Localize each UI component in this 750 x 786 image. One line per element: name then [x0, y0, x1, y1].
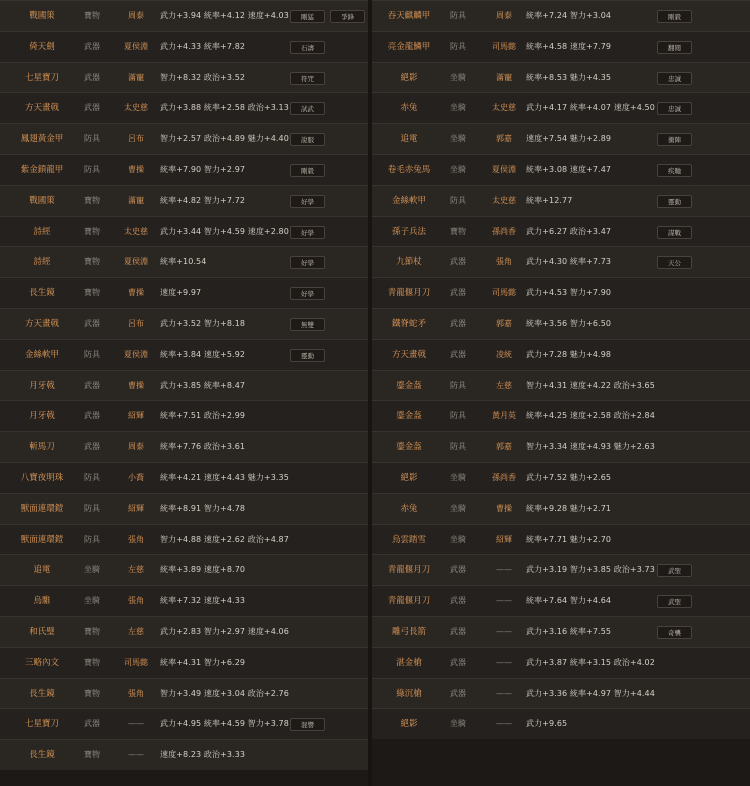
- item-type: 防具: [84, 503, 100, 513]
- item-name: 赤兔: [400, 103, 418, 114]
- equipment-row[interactable]: [0, 216, 368, 247]
- item-type: 寶物: [84, 11, 100, 20]
- item-owner: 太史慈: [124, 103, 148, 113]
- item-type: 坐騎: [450, 534, 466, 544]
- item-type: 武器: [450, 688, 466, 698]
- equipment-row[interactable]: [372, 462, 750, 493]
- item-name: 孫子兵法: [391, 226, 426, 237]
- item-type: 武器: [450, 349, 466, 359]
- equipment-row[interactable]: [372, 431, 750, 462]
- item-stats: 統率+4.82 智力+7.72: [160, 195, 246, 205]
- equipment-row[interactable]: [372, 524, 750, 555]
- item-type: 武器: [84, 442, 100, 452]
- item-stats: 武力+4.53 智力+7.90: [526, 288, 612, 298]
- item-name: 八寶夜明珠: [20, 473, 64, 483]
- skill-tag[interactable]: 無雙: [290, 318, 325, 331]
- item-owner: 郭嘉: [496, 134, 512, 144]
- item-stats: 武力+3.52 智力+8.18: [160, 319, 246, 328]
- item-stats: 智力+4.88 速度+2.62 政治+4.87: [160, 534, 289, 544]
- item-stats: 武力+4.33 統率+7.82: [160, 41, 246, 51]
- item-stats: 速度+7.54 魅力+2.89: [526, 134, 612, 144]
- equipment-row[interactable]: [0, 154, 368, 185]
- item-stats: 統率+4.25 速度+2.58 政治+2.84: [526, 411, 655, 421]
- item-stats: 統率+10.54: [160, 257, 207, 267]
- item-name: 三略內文: [24, 657, 59, 668]
- equipment-row[interactable]: [0, 616, 368, 647]
- item-name: 獸面連環鎧: [20, 503, 64, 514]
- item-owner: 夏侯淵: [124, 257, 148, 267]
- item-name: 鳳翅黃金甲: [20, 134, 64, 145]
- item-name: 鎏金盔: [396, 380, 422, 391]
- equipment-row[interactable]: [372, 154, 750, 185]
- item-type: 武器: [450, 627, 466, 636]
- skill-tag[interactable]: 武聖: [657, 595, 692, 608]
- skill-tag[interactable]: 爭鋒: [330, 10, 365, 23]
- item-type: 坐騎: [84, 596, 100, 606]
- item-name: 雕弓長箭: [391, 627, 426, 637]
- equipment-row[interactable]: [0, 123, 368, 154]
- skill-tag[interactable]: 剛毅: [657, 10, 692, 23]
- item-type: 防具: [84, 165, 100, 174]
- item-name: 卷毛赤兔馬: [387, 165, 431, 175]
- item-owner: 曹操: [128, 165, 144, 174]
- item-name: 烏騅: [33, 596, 51, 607]
- equipment-row[interactable]: [0, 493, 368, 524]
- equipment-row[interactable]: [0, 92, 368, 123]
- item-owner: 張角: [128, 688, 144, 698]
- item-owner: 司馬懿: [124, 657, 148, 667]
- item-name: 赤兔: [400, 503, 418, 514]
- item-owner: 孫尚香: [492, 226, 516, 236]
- equipment-row[interactable]: [372, 400, 750, 431]
- item-stats: 智力+4.31 速度+4.22 政治+3.65: [526, 380, 655, 390]
- item-name: 月牙戟: [29, 411, 55, 422]
- item-stats: 統率+4.58 速度+7.79: [526, 41, 612, 51]
- equipment-row[interactable]: [0, 370, 368, 401]
- equipment-row[interactable]: [0, 554, 368, 585]
- item-owner: 太史慈: [492, 103, 516, 113]
- item-stats: 統率+8.91 智力+4.78: [160, 503, 246, 513]
- item-stats: 武力+3.94 統率+4.12 速度+4.03: [160, 11, 289, 20]
- item-stats: 武力+3.85 統率+8.47: [160, 380, 246, 390]
- item-owner: 滿寵: [496, 72, 512, 82]
- item-name: 鎏金盔: [396, 411, 422, 422]
- item-stats: 統率+7.76 政治+3.61: [160, 442, 246, 452]
- item-type: 坐騎: [450, 473, 466, 482]
- skill-tag[interactable]: 說服: [290, 133, 325, 146]
- skill-tag[interactable]: 忠誠: [657, 102, 692, 115]
- item-name: 方天畫戟: [24, 103, 59, 114]
- item-stats: 武力+3.88 統率+2.58 政治+3.13: [160, 103, 289, 113]
- item-stats: 速度+8.23 政治+3.33: [160, 750, 246, 760]
- equipment-row[interactable]: [0, 462, 368, 493]
- item-stats: 統率+4.31 智力+6.29: [160, 657, 246, 667]
- item-type: 寶物: [450, 226, 466, 236]
- item-name: 青龍偃月刀: [387, 565, 431, 576]
- item-owner: ——: [496, 657, 512, 667]
- equipment-row[interactable]: [0, 708, 368, 739]
- item-type: 寶物: [84, 195, 100, 205]
- item-name: 長生鏡: [29, 750, 55, 761]
- item-name: 金絲軟甲: [24, 349, 59, 360]
- equipment-row[interactable]: [0, 647, 368, 678]
- skill-tag[interactable]: 靈動: [290, 349, 325, 362]
- item-name: 金絲軟甲: [391, 195, 426, 206]
- item-type: 防具: [450, 380, 466, 390]
- item-type: 武器: [450, 596, 466, 606]
- item-name: 吞天麒麟甲: [387, 11, 431, 21]
- item-owner: 太史慈: [124, 226, 148, 236]
- item-type: 寶物: [84, 226, 100, 236]
- equipment-row[interactable]: [372, 0, 750, 31]
- item-owner: 左慈: [128, 627, 144, 636]
- item-name: 湛金槍: [396, 657, 422, 668]
- item-name: 斬馬刀: [29, 442, 55, 453]
- item-owner: 紹輝: [496, 534, 512, 544]
- skill-tag[interactable]: 武聖: [657, 564, 692, 577]
- skill-tag[interactable]: 混響: [290, 718, 325, 731]
- item-stats: 統率+3.08 速度+7.47: [526, 165, 612, 174]
- equipment-row[interactable]: [372, 92, 750, 123]
- item-type: 防具: [84, 134, 100, 144]
- skill-tag[interactable]: 石濤: [290, 41, 325, 54]
- item-stats: 統率+7.71 魅力+2.70: [526, 534, 612, 544]
- item-stats: 武力+3.19 智力+3.85 政治+3.73: [526, 565, 655, 575]
- item-owner: 張角: [496, 257, 512, 267]
- item-name: 青龍偃月刀: [387, 288, 431, 299]
- item-type: 武器: [84, 41, 100, 51]
- item-type: 坐騎: [450, 72, 466, 82]
- item-owner: ——: [128, 719, 144, 729]
- item-owner: 曹操: [128, 288, 144, 298]
- skill-tag[interactable]: 好學: [290, 287, 325, 300]
- equipment-row[interactable]: [372, 554, 750, 585]
- equipment-row[interactable]: [0, 739, 368, 770]
- equipment-row[interactable]: [0, 431, 368, 462]
- skill-tag[interactable]: 好學: [290, 226, 325, 239]
- equipment-row[interactable]: [372, 616, 750, 647]
- item-type: 武器: [450, 319, 466, 328]
- item-owner: ——: [496, 565, 512, 575]
- skill-tag[interactable]: 試武: [290, 102, 325, 115]
- item-stats: 統率+4.21 速度+4.43 魅力+3.35: [160, 473, 289, 482]
- item-owner: 左慈: [128, 565, 144, 575]
- item-name: 詩經: [33, 257, 51, 268]
- item-type: 防具: [450, 442, 466, 452]
- skill-tag[interactable]: 天公: [657, 256, 692, 269]
- item-name: 月牙戟: [29, 380, 55, 391]
- item-owner: 孫尚香: [492, 473, 516, 482]
- item-name: 長生鏡: [29, 288, 55, 299]
- item-stats: 武力+6.27 政治+3.47: [526, 226, 612, 236]
- item-type: 防具: [84, 473, 100, 482]
- item-stats: 統率+7.24 智力+3.04: [526, 11, 612, 20]
- equipment-row[interactable]: [372, 216, 750, 247]
- item-type: 武器: [450, 657, 466, 667]
- equipment-row[interactable]: [372, 585, 750, 616]
- equipment-row[interactable]: [372, 308, 750, 339]
- item-owner: 呂布: [128, 319, 144, 328]
- item-stats: 統率+8.53 魅力+4.35: [526, 72, 612, 82]
- equipment-row[interactable]: [0, 339, 368, 370]
- equipment-row[interactable]: [372, 370, 750, 401]
- item-type: 坐騎: [450, 103, 466, 113]
- item-type: 武器: [84, 72, 100, 82]
- item-owner: 郭嘉: [496, 319, 512, 328]
- equipment-row[interactable]: [0, 308, 368, 339]
- item-owner: 司馬懿: [492, 288, 516, 298]
- item-owner: 夏侯淵: [492, 165, 516, 174]
- item-owner: ——: [496, 719, 512, 729]
- item-owner: 黃月英: [492, 411, 516, 421]
- item-name: 方天畫戟: [391, 349, 426, 360]
- item-name: 戰國策: [29, 11, 55, 21]
- equipment-row[interactable]: [372, 708, 750, 739]
- item-owner: 夏侯淵: [124, 349, 148, 359]
- item-type: 寶物: [84, 257, 100, 267]
- item-type: 寶物: [84, 288, 100, 298]
- item-name: 和氏璧: [29, 627, 55, 637]
- equipment-row[interactable]: [0, 31, 368, 62]
- item-type: 寶物: [84, 750, 100, 760]
- item-owner: 紹輝: [128, 503, 144, 513]
- equipment-row[interactable]: [0, 400, 368, 431]
- item-name: 絕影: [400, 719, 418, 730]
- skill-tag[interactable]: 好學: [290, 195, 325, 208]
- equipment-row[interactable]: [372, 493, 750, 524]
- item-stats: 統率+7.51 政治+2.99: [160, 411, 246, 421]
- equipment-row[interactable]: [372, 62, 750, 93]
- item-owner: 周泰: [496, 11, 512, 20]
- equipment-row[interactable]: [0, 185, 368, 216]
- skill-tag[interactable]: 奇襲: [657, 626, 692, 639]
- item-stats: 武力+4.30 統率+7.73: [526, 257, 612, 267]
- equipment-column-right: [372, 0, 750, 760]
- item-owner: 司馬懿: [492, 41, 516, 51]
- item-type: 防具: [450, 195, 466, 205]
- equipment-row[interactable]: [0, 524, 368, 555]
- item-type: 武器: [84, 719, 100, 729]
- item-type: 坐騎: [450, 503, 466, 513]
- item-name: 鐵脊蛇矛: [391, 319, 426, 329]
- item-type: 坐騎: [84, 565, 100, 575]
- item-stats: 武力+3.16 統率+7.55: [526, 627, 612, 636]
- item-owner: 呂布: [128, 134, 144, 144]
- item-stats: 速度+9.97: [160, 288, 202, 298]
- item-owner: ——: [128, 750, 144, 760]
- item-owner: 滿寵: [128, 195, 144, 205]
- item-stats: 武力+3.44 智力+4.59 速度+2.80: [160, 226, 289, 236]
- item-owner: 夏侯淵: [124, 41, 148, 51]
- item-name: 絕影: [400, 473, 418, 483]
- item-stats: 武力+4.17 統率+4.07 速度+4.50: [526, 103, 655, 113]
- item-owner: 張角: [128, 596, 144, 606]
- skill-tag[interactable]: 疾馳: [657, 164, 692, 177]
- item-name: 絕影: [400, 72, 418, 83]
- skill-tag[interactable]: 謀戰: [657, 226, 692, 239]
- item-name: 長生鏡: [29, 688, 55, 699]
- item-type: 坐騎: [450, 719, 466, 729]
- skill-tag[interactable]: 衝陣: [657, 133, 692, 146]
- item-type: 武器: [84, 319, 100, 328]
- item-stats: 統率+7.64 智力+4.64: [526, 596, 612, 606]
- equipment-row[interactable]: [0, 0, 368, 31]
- item-owner: 曹操: [496, 503, 512, 513]
- item-stats: 武力+3.36 統率+4.97 智力+4.44: [526, 688, 655, 698]
- item-owner: 周泰: [128, 442, 144, 452]
- equipment-row[interactable]: [372, 678, 750, 709]
- item-type: 寶物: [84, 627, 100, 636]
- item-type: 防具: [84, 349, 100, 359]
- item-type: 武器: [450, 257, 466, 267]
- equipment-row[interactable]: [372, 339, 750, 370]
- skill-tag[interactable]: 剛猛: [290, 10, 325, 23]
- equipment-row[interactable]: [372, 647, 750, 678]
- item-stats: 智力+3.34 速度+4.93 魅力+2.63: [526, 442, 655, 452]
- item-owner: 滿寵: [128, 72, 144, 82]
- equipment-row[interactable]: [0, 246, 368, 277]
- equipment-row[interactable]: [0, 277, 368, 308]
- equipment-row[interactable]: [372, 277, 750, 308]
- item-type: 武器: [450, 565, 466, 575]
- equipment-row[interactable]: [0, 585, 368, 616]
- item-type: 防具: [84, 534, 100, 544]
- equipment-row[interactable]: [0, 62, 368, 93]
- item-name: 戰國策: [29, 195, 55, 206]
- equipment-row[interactable]: [372, 123, 750, 154]
- equipment-row[interactable]: [372, 185, 750, 216]
- item-name: 烏雲踏雪: [391, 534, 426, 545]
- equipment-row[interactable]: [372, 246, 750, 277]
- item-owner: 太史慈: [492, 195, 516, 205]
- skill-tag[interactable]: 剛毅: [290, 164, 325, 177]
- item-stats: 統率+9.28 魅力+2.71: [526, 503, 612, 513]
- item-owner: 小喬: [128, 473, 144, 482]
- item-type: 坐騎: [450, 134, 466, 144]
- item-name: 九節杖: [396, 257, 422, 268]
- item-owner: 郭嘉: [496, 442, 512, 452]
- item-name: 倚天劍: [29, 41, 55, 52]
- item-name: 追電: [400, 134, 418, 145]
- item-stats: 武力+9.65: [526, 719, 568, 729]
- item-type: 武器: [84, 380, 100, 390]
- equipment-row[interactable]: [372, 31, 750, 62]
- item-stats: 統率+3.56 智力+6.50: [526, 319, 612, 328]
- skill-tag[interactable]: 好學: [290, 256, 325, 269]
- skill-tag[interactable]: 符咒: [290, 72, 325, 85]
- item-owner: 曹操: [128, 380, 144, 390]
- item-owner: ——: [496, 688, 512, 698]
- item-type: 坐騎: [450, 165, 466, 174]
- item-owner: 周泰: [128, 11, 144, 20]
- item-type: 武器: [84, 103, 100, 113]
- equipment-column-left: [0, 0, 368, 786]
- item-stats: 智力+2.57 政治+4.89 魅力+4.40: [160, 134, 289, 144]
- equipment-row[interactable]: [0, 678, 368, 709]
- item-name: 獸面連環鎧: [20, 534, 64, 545]
- item-name: 綠沉槍: [396, 688, 422, 699]
- item-name: 七星寶刀: [24, 719, 59, 730]
- item-stats: 武力+4.95 統率+4.59 智力+3.78: [160, 719, 289, 729]
- item-owner: 紹輝: [128, 411, 144, 421]
- item-type: 武器: [84, 411, 100, 421]
- item-owner: ——: [496, 627, 512, 636]
- item-stats: 智力+3.49 速度+3.04 政治+2.76: [160, 688, 289, 698]
- item-owner: ——: [496, 596, 512, 606]
- item-name: 七星寶刀: [24, 72, 59, 83]
- item-stats: 武力+3.87 統率+3.15 政治+4.02: [526, 657, 655, 667]
- item-name: 方天畫戟: [24, 319, 59, 329]
- item-type: 寶物: [84, 688, 100, 698]
- item-stats: 武力+7.52 魅力+2.65: [526, 473, 612, 482]
- item-stats: 統率+7.90 智力+2.97: [160, 165, 246, 174]
- item-name: 紫金鎖龍甲: [20, 165, 64, 175]
- item-stats: 武力+7.28 魅力+4.98: [526, 349, 612, 359]
- skill-tag[interactable]: 翻閱: [657, 41, 692, 54]
- item-stats: 智力+8.32 政治+3.52: [160, 72, 246, 82]
- item-stats: 統率+7.32 速度+4.33: [160, 596, 246, 606]
- item-stats: 統率+12.77: [526, 195, 573, 205]
- item-type: 武器: [450, 288, 466, 298]
- item-type: 寶物: [84, 657, 100, 667]
- item-type: 防具: [450, 11, 466, 20]
- item-name: 追電: [33, 565, 51, 576]
- skill-tag[interactable]: 忠誠: [657, 72, 692, 85]
- item-name: 鎏金盔: [396, 442, 422, 453]
- item-stats: 統率+3.89 速度+8.70: [160, 565, 246, 575]
- item-name: 詩經: [33, 226, 51, 237]
- item-type: 防具: [450, 41, 466, 51]
- item-type: 防具: [450, 411, 466, 421]
- skill-tag[interactable]: 靈動: [657, 195, 692, 208]
- item-owner: 張角: [128, 534, 144, 544]
- item-stats: 統率+3.84 速度+5.92: [160, 349, 246, 359]
- item-stats: 武力+2.83 智力+2.97 速度+4.06: [160, 627, 289, 636]
- item-owner: 凌統: [496, 349, 512, 359]
- item-owner: 左慈: [496, 380, 512, 390]
- item-name: 亮金龍鱗甲: [387, 41, 431, 52]
- item-name: 青龍偃月刀: [387, 596, 431, 607]
